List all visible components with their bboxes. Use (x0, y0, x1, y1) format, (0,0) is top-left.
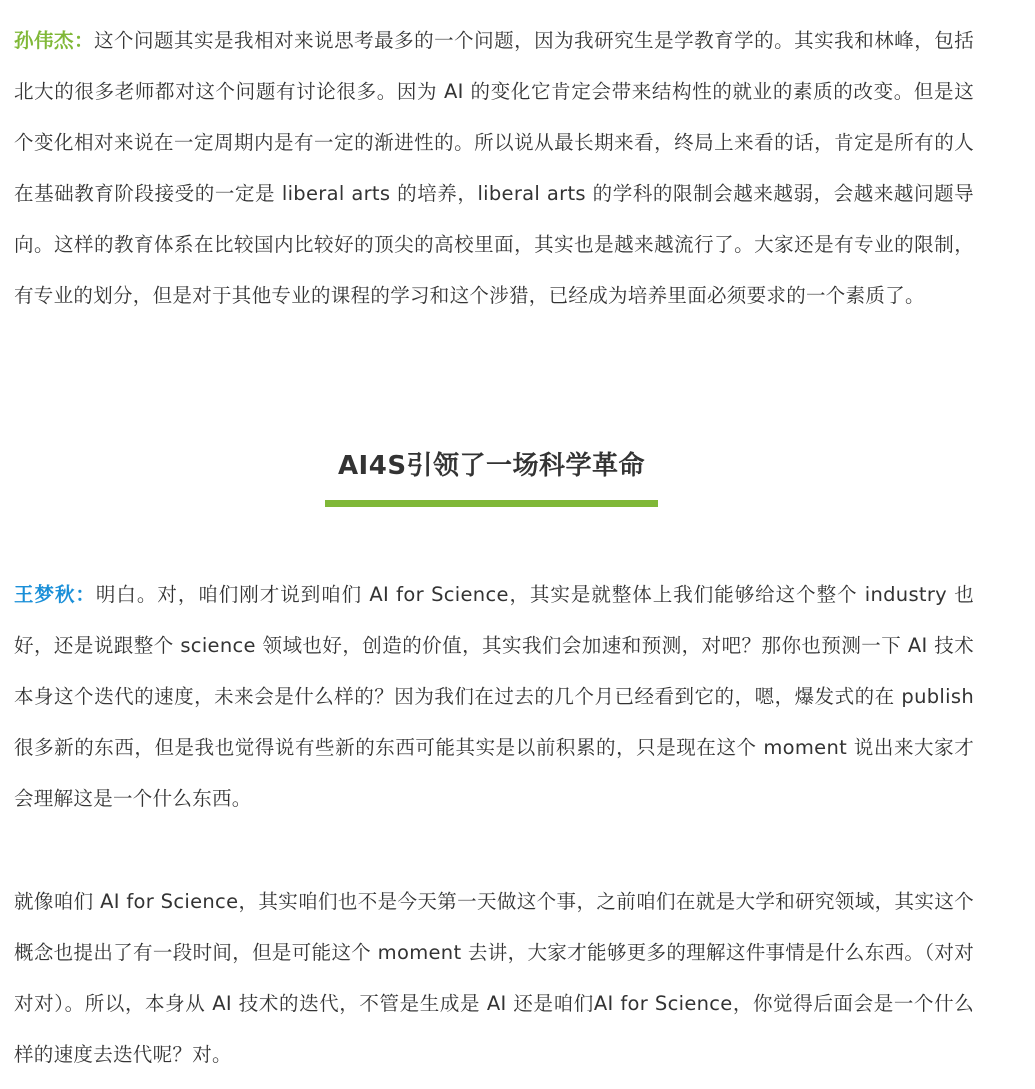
paragraph-continuation (14, 876, 974, 1080)
paragraph-wang-mengqiu (14, 569, 974, 824)
paragraph-text: 这个问题其实是我相对来说思考最多的一个问题，因为我研究生是学教育学的。其实我和林峰，包括北大的很多老师都对这个问题有讨论很多。因为 AI 的变化它肯定会带来结构性的就业的素质的改变。但是这个变化相对来说在一定周期内是有一定的渐进性的。所以说从最长期来看，终局上来看的话，肯定是所有的人在基础教育阶段接受的一定是 liberal arts 的培养，liberal arts 的学科的限制会越来越弱，会越来越问题导向。这样的教育体系在比较国内比较好的顶尖的高校里面，其实也是越来越流行了。大家还是有专业的限制，有专业的划分，但是对于其他专业的课程的学习和这个涉猎，已经成为培养里面必须要求的一个素质了。 (14, 29, 975, 307)
section-title: AI4S引领了一场科学革命 (337, 451, 646, 481)
paragraph-text: 就像咱们 AI for Science，其实咱们也不是今天第一天做这个事，之前咱们在就是大学和研究领域，其实这个概念也提出了有一段时间，但是可能这个 moment 去讲，大家才能够更多的理解这件事情是什么东西。（对对对对）。所以，本身从 AI 技术的迭代，不管是生成是 AI 还是咱们AI for Science，你觉得后面会是一个什么样的速度去迭代呢？对。 (14, 890, 974, 1066)
section-heading (325, 446, 658, 507)
speaker-label-sun-weijie: 孙伟杰： (14, 29, 95, 52)
paragraph-text: 明白。对，咱们刚才说到咱们 AI for Science，其实是就整体上我们能够给这个整个 industry 也好，还是说跟整个 science 领域也好，创造的价值，其实我们会加速和预测，对吧？那你也预测一下 AI 技术本身这个迭代的速度，未来会是什么样的？因为我们在过去的几个月已经看到它的，嗯，爆发式的在 publish 很多新的东西，但是我也觉得说有些新的东西可能其实是以前积累的，只是现在这个 moment 说出来大家才会理解这是一个什么东西。 (14, 583, 974, 810)
paragraph-sun-weijie (14, 15, 974, 321)
section-underline (325, 500, 658, 507)
speaker-label-wang-mengqiu: 王梦秋： (14, 583, 96, 606)
